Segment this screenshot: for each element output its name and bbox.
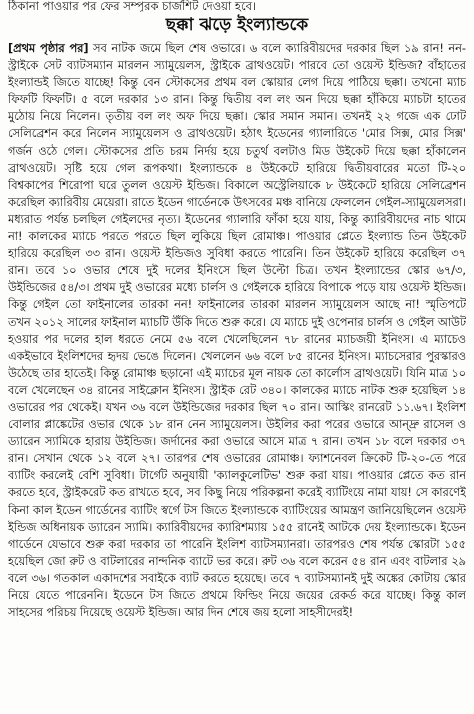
article-body-text: সব নাটক জমে ছিল শেষ ওভারে। ৬ বলে ক্যারিবীয়দের দরকার ছিল ১৯ রান! নন-স্ট্রাইকে সেট ব্যাটসম্যান মারলন স্যামুয়েলস, স্ট্রাইকে ব্রাথওয়েট। পারবে তো ওয়েস্ট ইন্ডিজ? বাঁহাতের ইংল্যান্ডই জিতে যাচ্ছে! কিন্তু বেন স্টোকসের প্রথম বল স্কোয়ার লেগ দিয়ে পাঠিয়ে ছক্কা। তখনো ম্যাচ ফিফটি ফিফটি। ৫ বলে দরকার ১৩ রান। কিন্তু দ্বিতীয় বল লং অন দিয়ে ছক্কা হাঁকিয়ে ম্যাচটা হাতের মুঠোয় নিয়ে নিলেন। তৃতীয় বল লং অফ দিয়ে ছক্কা। স্কোর সমান সমান। তখনই ২২ গজে এক ঢোট সেলিব্রেশন করে নিলেন স্যামুয়েলস ও ব্রাথওয়েট। হঠাৎ ইডেনের গ্যালারিতে 'মোর সিক্স, মোর সিক্স' গর্জন ওঠে গেল। স্টোকসের প্রতি চরম নির্দয় হয়ে চতুর্থ বলটাও মিড উইকেট দিয়ে ছক্কা হাঁকালেন ব্রাথওয়েট। সৃষ্টি হয়ে গেল রূপকথা। ইংল্যান্ডকে ৪ উইকেটে হারিয়ে দ্বিতীয়বারের মতো টি-২০ বিশ্বকাপের শিরোপা ঘরে তুলল ওয়েস্ট ইন্ডিজ। বিকালে অস্ট্রেলিয়াকে ৮ উইকেটে হারিয়ে সেলিব্রেশন করেছিল ক্যারিবীয় মেয়েরা। রাতে ইডেন গার্ডেনকে উৎসবের মঞ্চ বানিয়ে ফেললেন গেইল-স্যামুয়েলসরা। মধ্যরাত পর্যন্ত চলছিল গেইলদের নৃত্য। ইডেনের গ্যালারি ফাঁকা হয়ে যায়, কিন্তু ক্যারিবীয়দের নাচ থামে না! কালকের ম্যাচে পরতে পরতে ছিল লুকিয়ে ছিল রোমাঞ্চ। পাওয়ার প্লেতে ইংল্যান্ড তিন উইকেট হারিয়ে করেছিল ৩৩ রান। ওয়েস্ট ইন্ডিজও সুবিধা করতে পারেনি। তিন উইকেট হারিয়ে করেছিল ৩৭ রান। তবে ১০ ওভার শেষে দুই দলের ইনিংসে ছিল উল্টো চিত্র। তখন ইংল্যান্ডের স্কোর ৬৭/৩, উইন্ডিজের ৫৪/৩। প্রথম দুই ওভারের মধ্যে চার্লস ও গেইলকে হারিয়ে বিপাকে পড়ে যায় ওয়েস্ট ইন্ডিজ। কিন্তু গেইল তো ফাইনালের তারকা নন! ফাইনালের তারকা মারলন স্যামুয়েলস আছে না! স্মৃতিপটে তখন ২০১২ সালের ফাইনাল ম্যাচটি উঁকি দিতে শুরু করে। যে ম্যাচে দুই ওপেনার চার্লস ও গেইল আউট হওয়ার পর দলের হাল ধরতে নেমে ৫৬ বলে খেলেছিলেন ৭৮ রানের ম্যাচজয়ী ইনিংস। এ ম্যাচেও একইভাবে ইংলিশদের হৃদয় ভেঙে দিলেন। খেললেন ৬৬ বলে ৮৫ রানের ইনিংস। ম্যাচসেরার পুরস্কারও উঠেছে তার হাতেই। কিন্তু রোমাঞ্চ ছড়ানো এই ম্যাচের মূল নায়ক তো কার্লোস ব্রাথওয়েট। যিনি মাত্র ১০ বলে খেলেছেন ৩৪ রানের সাইক্লোন ইনিংস। স্ট্রাইক রেট ৩৪০। কালকের ম্যাচে নাটক শুরু হয়েছিল ১৪ ওভারের পর থেকেই। যখন ৩৬ বলে উইন্ডিজের দরকার ছিল ৭০ রান। আস্কিং রানরেট ১১.৬৭। ইংলিশ বোলার প্লাঙ্কেটের ওভার থেকে ১৮ রান নেন স্যামুয়েলস। উইলির করা পরের ওভারে আন্দ্রু রাসেল ও ড্যারেন স্যামিকে হারায় উইন্ডিজ। জর্দানের করা ওভারে আসে মাত্র ৭ রান। তখন ১৮ বলে দরকার ৩৭ রান। সেখান থেকে ১২ বলে ২৭। তারপর শেষ ওভারের রোমাঞ্চ। ফ্যাশনেবল ক্রিকেট টি-২০-তে পরে ব্যাটিং করলেই বেশি সুবিধা। টার্গেট অনুযায়ী 'ক্যালকুলেটিভ' শুরু করা যায়। পাওয়ার প্লেতে কত রান করতে হবে, স্ট্রাইকরেট কত রাখতে হবে, সব কিছু নিয়ে পরিকল্পনা করেই ব্যাটিংয়ে নামা যায়! সে কারণেই কিনা কাল ইডেন গার্ডেনের ব্যাটিং স্বর্গে টস জিতে ইংল্যান্ডকে ব্যাটিংয়ের আমন্ত্রণ জানিয়েছিলেন ওয়েস্ট ইন্ডিজ অধিনায়ক ড্যারেন স্যামি। ক্যারিবীয়দের ক্যারিশম্যায় ১৫৫ রানেই আটকে দেয় ইংল্যান্ডকে। ইডেন গার্ডেনে যেভাবে শুরু করা দরকার তা পারেনি ইংলিশ ব্যাটসম্যানরা। তারপরও শেষ পর্যন্ত স্কোরটা ১৫৫ হয়েছিল জো রুট ও বাটলারের নান্দনিক ব্যাটে ভর করে। রুট ৩৬ বলে করেন ৫৪ রান এবং বাটলার ২৯ বলে ৩৬। গতকাল একাদশের সবাইকে ব্যাট করতে হয়েছে। তবে ৭ ব্যাটসম্যানই দুই অঙ্কের কোটায় স্কোর নিয়ে যেতে পারেননি। ইডেনে টস জিতে প্রথমে ফিল্ডিং নিয়ে জয়ের রেকর্ড করে যাচ্ছে। কিন্তু কাল সাহসের পরিচয় দিয়েছে ওয়েস্ট ইন্ডিজ। আর দিন শেষে জয় হলো সাহসীদেরই! (8, 42, 466, 620)
previous-article-tail: ঠিকানা পাওয়ার পর ফের সম্পূরক চার্জশিট দেওয়া হবে। (8, 0, 257, 12)
headline: ছক্কা ঝড়ে ইংল্যান্ডকে (165, 15, 309, 35)
continuation-label: [প্রথম পৃষ্ঠার পর] (8, 42, 89, 55)
article-body (8, 40, 466, 710)
